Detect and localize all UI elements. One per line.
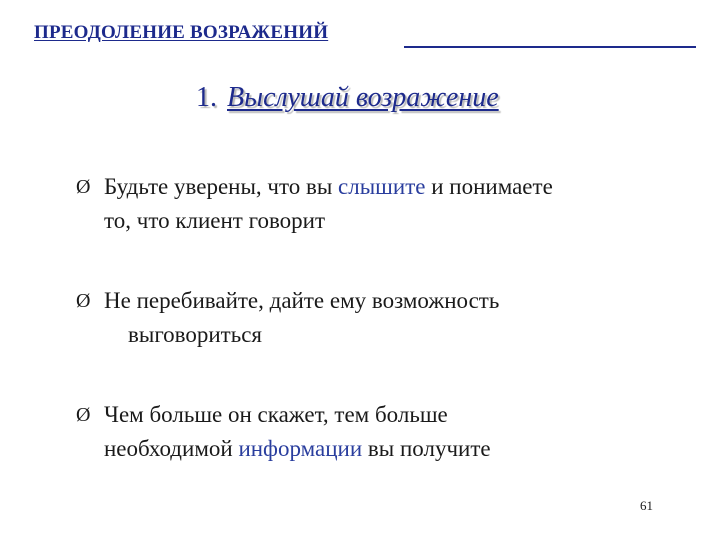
bullet-1-line-2: то, что клиент говорит <box>104 208 326 233</box>
bullet-item-1 <box>76 170 553 238</box>
arrow-right-icon: Ø <box>76 404 91 426</box>
arrow-right-icon: Ø <box>76 290 91 312</box>
bullet-item-3 <box>76 398 491 466</box>
bullet-2-line-1: Не перебивайте, дайте ему возможность <box>104 288 500 313</box>
bullet-1-line-1 <box>76 170 553 204</box>
arrow-right-icon: Ø <box>76 176 91 198</box>
bullet-3-line-2 <box>76 432 491 466</box>
slide-heading <box>196 82 499 114</box>
header-rule <box>404 46 696 48</box>
slide-header-title: ПРЕОДОЛЕНИЕ ВОЗРАЖЕНИЙ <box>34 22 329 43</box>
bullet-1-highlight: слышите <box>338 174 426 199</box>
heading-text: Выслушай возражение <box>227 82 499 113</box>
bullet-3-line-1: Чем больше он скажет, тем больше <box>104 402 448 427</box>
bullet-3-text-b: вы получите <box>362 436 491 461</box>
page-number: 61 <box>640 498 653 513</box>
bullet-3-text-a: необходимой <box>104 436 239 461</box>
bullet-item-2 <box>76 284 499 352</box>
bullet-3-highlight: информации <box>238 436 363 461</box>
bullet-2-line-2: выговориться <box>128 322 263 347</box>
bullet-1-text-b: и понимаете <box>425 174 553 199</box>
heading-number: 1. <box>196 82 217 113</box>
bullet-1-text-a: Будьте уверены, что вы <box>104 174 339 199</box>
